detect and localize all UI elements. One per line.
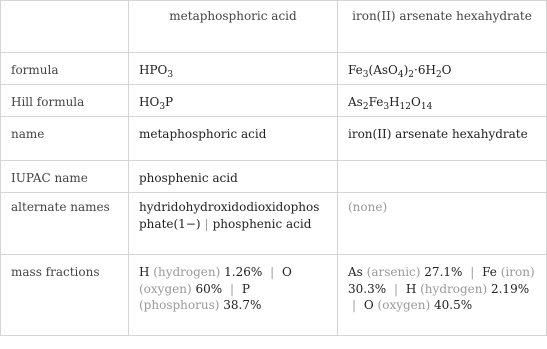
element-symbol: O [363,298,374,312]
element-percent: 1.26% [224,265,263,279]
formula-1 [139,53,327,79]
formula-part: 2 [435,70,442,80]
alternate-label: alternate names [11,200,110,214]
element-name: (hydrogen) [420,281,488,296]
formula-part: As [348,95,363,109]
element-name: (iron) [500,265,535,279]
alternate-names-1 [139,193,327,232]
mass-fractions-2 [348,255,536,314]
iupac-2 [348,161,536,170]
element-name: (oxygen) [139,281,192,296]
formula-row [1,53,547,85]
name-cell-2 [338,117,547,161]
hill-formula-1 [139,85,327,111]
hill-cell-1 [129,85,338,117]
mass-cell-1 [129,255,338,336]
formula-part: 2 [362,102,369,112]
mass-fraction-item [406,282,529,296]
formula-part: 12 [399,102,411,112]
formula-label: formula [11,63,59,77]
formula-part: H [389,95,400,109]
element-percent: 40.5% [434,298,473,312]
formula-part: 3 [362,70,369,80]
element-name: (hydrogen) [153,265,221,279]
element-symbol: Fe [482,265,497,279]
name-cell-1 [129,117,338,161]
header-col-1-text: metaphosphoric acid [169,9,297,23]
alternate-names-2: (none) [348,200,388,214]
mass-fraction-item [348,265,462,279]
name-label: name [11,127,45,141]
header-col-2-text: iron(II) arsenate hexahydrate [352,9,532,23]
row-label [1,193,129,255]
header-col-1 [129,1,338,53]
formula-cell-2 [338,53,547,85]
element-percent: 38.7% [223,298,262,312]
alternate-cell-1 [129,193,338,255]
alternate-cell-2 [338,193,547,255]
formula-part: O [441,63,452,77]
formula-cell-1 [129,53,338,85]
row-label [1,255,129,336]
formula-part: 3 [167,70,174,80]
alternate-name-b: phosphenic acid [212,216,312,231]
formula-part: ·6H [414,63,436,77]
iupac-cell-2 [338,161,547,193]
element-symbol: O [281,265,292,279]
element-symbol: As [348,265,363,279]
formula-part: ) [403,63,409,77]
hill-cell-2 [338,85,547,117]
formula-part: HPO [139,63,168,77]
element-percent: 30.3% [348,281,387,296]
iupac-1: phosphenic acid [139,171,238,185]
name-2: iron(II) arsenate hexahydrate [348,127,528,141]
element-percent: 27.1% [424,265,463,279]
element-symbol: P [241,281,250,296]
formula-part: 14 [420,102,433,112]
hill-label: Hill formula [11,95,85,109]
alternate-names-row [1,193,547,255]
name-1: metaphosphoric acid [139,127,267,141]
separator: | [393,281,398,296]
formula-2 [348,53,536,79]
formula-part: 4 [397,70,404,80]
mass-fraction-item [139,265,262,279]
hill-formula-row [1,85,547,117]
mass-cell-2 [338,255,547,336]
header-empty-cell [1,1,129,53]
row-label [1,53,129,85]
separator: | [352,298,357,312]
mass-fraction-item [364,298,472,312]
mass-fractions-1 [139,255,327,314]
name-row [1,117,547,161]
element-symbol: H [405,281,417,296]
formula-part: O [411,95,421,109]
formula-part: 3 [383,102,390,112]
hill-formula-2 [348,85,536,111]
iupac-cell-1 [129,161,338,193]
formula-part: 3 [159,102,166,112]
element-percent: 60% [195,281,223,296]
separator: | [270,265,275,279]
formula-part: (AsO [368,63,398,77]
row-label [1,161,129,193]
iupac-row [1,161,547,193]
header-col-2 [338,1,547,53]
element-percent: 2.19% [490,281,530,296]
separator: | [204,216,209,231]
formula-part: HO [139,95,160,109]
element-name: (phosphorus) [139,298,220,312]
formula-part: P [165,95,174,109]
formula-part: Fe [368,95,384,109]
row-label [1,85,129,117]
mass-label: mass fractions [11,265,100,279]
element-name: (arsenic) [366,265,421,279]
alternate-name-a: hydridohydroxidodioxidophosphate(1−) [139,200,320,231]
separator: | [470,265,475,279]
separator: | [229,281,235,296]
element-name: (oxygen) [377,298,431,312]
mass-fractions-row [1,255,547,336]
header-row [1,1,547,53]
iupac-label: IUPAC name [11,171,88,185]
formula-part: 2 [408,70,415,80]
formula-part: Fe [348,63,363,77]
element-symbol: H [139,265,150,279]
row-label [1,117,129,161]
